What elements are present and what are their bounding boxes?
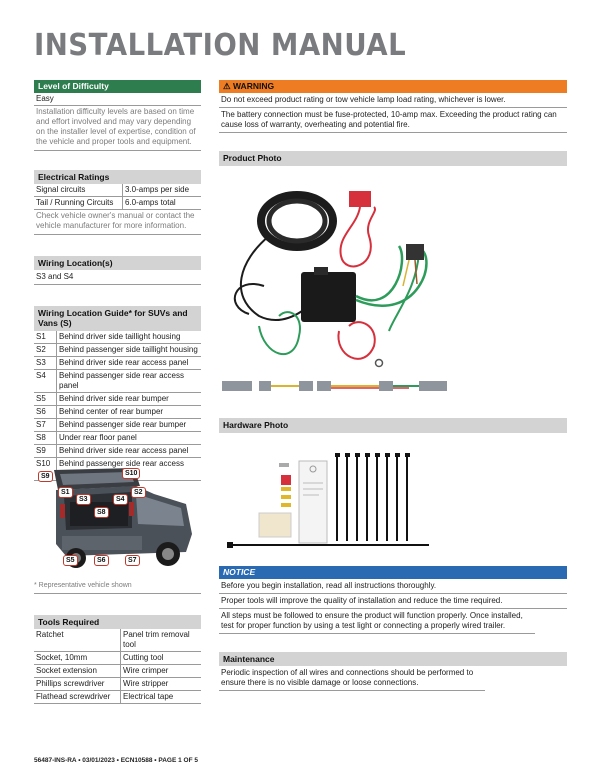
difficulty-section bbox=[34, 80, 201, 151]
hardware-image bbox=[219, 433, 567, 553]
notice-line-1: Before you begin installation, read all instructions thoroughly. bbox=[219, 579, 567, 594]
table-row bbox=[34, 331, 201, 344]
table-cell: Signal circuits bbox=[34, 184, 123, 197]
vehicle-caption: * Representative vehicle shown bbox=[34, 581, 201, 594]
hardware-photo-header: Hardware Photo bbox=[219, 418, 567, 433]
table-row bbox=[34, 665, 201, 678]
location-description: Under rear floor panel bbox=[57, 432, 202, 445]
electrical-header: Electrical Ratings bbox=[34, 170, 201, 184]
callout-s4: S4 bbox=[113, 494, 128, 505]
location-description: Behind passenger side taillight housing bbox=[57, 344, 202, 357]
table-cell: Tail / Running Circuits bbox=[34, 197, 123, 210]
callout-s2: S2 bbox=[131, 487, 146, 498]
tool-name: Wire stripper bbox=[121, 678, 202, 691]
table-row bbox=[34, 652, 201, 665]
callout-s5: S5 bbox=[63, 555, 78, 566]
difficulty-note: Installation difficulty levels are based on time and effort involved and may vary depending on the installer level of expertise, condition of the vehicle and proper tools and equipment. bbox=[34, 106, 201, 151]
tool-name: Electrical tape bbox=[121, 691, 202, 704]
callout-s6: S6 bbox=[94, 555, 109, 566]
warning-icon: ⚠ bbox=[223, 81, 231, 91]
callout-s3: S3 bbox=[76, 494, 91, 505]
maintenance-text: Periodic inspection of all wires and connections should be performed to ensure there is no visible damage or loose connections. bbox=[219, 666, 485, 691]
location-code: S5 bbox=[34, 393, 57, 406]
tool-name: Flathead screwdriver bbox=[34, 691, 121, 704]
tool-name: Wire crimper bbox=[121, 665, 202, 678]
notice-line-2: Proper tools will improve the quality of installation and reduce the time required. bbox=[219, 594, 567, 609]
suv-rear-image bbox=[36, 464, 196, 574]
warning-line-1: Do not exceed product rating or tow vehicle lamp load rating, whichever is lower. bbox=[219, 93, 567, 108]
location-code: S1 bbox=[34, 331, 57, 344]
wiring-location-header: Wiring Location(s) bbox=[34, 256, 201, 270]
tool-name: Socket, 10mm bbox=[34, 652, 121, 665]
wiring-guide-table bbox=[34, 331, 201, 481]
tool-name: Ratchet bbox=[34, 629, 121, 652]
location-description: Behind passenger side rear access bbox=[57, 458, 202, 481]
maintenance-header: Maintenance bbox=[219, 652, 567, 666]
wiring-harness-image bbox=[219, 166, 567, 391]
notice-section bbox=[219, 566, 567, 634]
location-code: S8 bbox=[34, 432, 57, 445]
table-row bbox=[34, 629, 201, 652]
table-row bbox=[34, 357, 201, 370]
notice-header: NOTICE bbox=[219, 566, 567, 579]
table-cell: 3.0-amps per side bbox=[123, 184, 202, 197]
warning-title: WARNING bbox=[233, 81, 275, 91]
location-description: Behind driver side rear access panel bbox=[57, 357, 202, 370]
table-row bbox=[34, 406, 201, 419]
page-title: INSTALLATION MANUAL bbox=[34, 28, 407, 63]
location-code: S6 bbox=[34, 406, 57, 419]
table-row bbox=[34, 393, 201, 406]
location-code: S2 bbox=[34, 344, 57, 357]
callout-s8: S8 bbox=[94, 507, 109, 518]
product-photo-header: Product Photo bbox=[219, 151, 567, 166]
tools-section bbox=[34, 615, 201, 704]
table-row bbox=[34, 197, 201, 210]
vehicle-illustration bbox=[36, 464, 196, 574]
wiring-location-section bbox=[34, 256, 201, 285]
product-photo-section bbox=[219, 151, 567, 396]
tool-name: Socket extension bbox=[34, 665, 121, 678]
table-row bbox=[34, 691, 201, 704]
warning-line-2: The battery connection must be fuse-protected, 10-amp max. Exceeding the product rating can cause loss of warranty, overheating and potential fire. bbox=[219, 108, 567, 133]
wiring-location-value: S3 and S4 bbox=[34, 270, 201, 285]
maintenance-section bbox=[219, 652, 567, 691]
table-row bbox=[34, 432, 201, 445]
location-description: Behind center of rear bumper bbox=[57, 406, 202, 419]
warning-header bbox=[219, 80, 567, 93]
electrical-note: Check vehicle owner's manual or contact the vehicle manufacturer for more information. bbox=[34, 210, 201, 235]
tools-header: Tools Required bbox=[34, 615, 201, 629]
location-description: Behind passenger side rear bumper bbox=[57, 419, 202, 432]
difficulty-header: Level of Difficulty bbox=[34, 80, 201, 93]
page-footer: 56487-INS-RA • 03/01/2023 • ECN10588 • PAGE 1 OF 5 bbox=[34, 757, 198, 764]
table-cell: 6.0-amps total bbox=[123, 197, 202, 210]
warning-section bbox=[219, 80, 567, 133]
callout-s1: S1 bbox=[58, 487, 73, 498]
location-code: S7 bbox=[34, 419, 57, 432]
callout-s9: S9 bbox=[38, 471, 53, 482]
wiring-guide-section bbox=[34, 306, 201, 481]
location-code: S9 bbox=[34, 445, 57, 458]
tools-table bbox=[34, 629, 201, 704]
notice-line-3: All steps must be followed to ensure the product will function properly. Once installed, test for proper function by using a test light or connecting a properly wired trailer. bbox=[219, 609, 535, 634]
table-row bbox=[34, 419, 201, 432]
location-description: Behind passenger side rear access panel bbox=[57, 370, 202, 393]
difficulty-level: Easy bbox=[34, 93, 201, 106]
wiring-guide-header: Wiring Location Guide* for SUVs and Vans (S) bbox=[34, 306, 201, 331]
electrical-section bbox=[34, 170, 201, 235]
location-code: S10 bbox=[34, 458, 57, 481]
location-description: Behind driver side taillight housing bbox=[57, 331, 202, 344]
electrical-table bbox=[34, 184, 201, 210]
hardware-photo-section bbox=[219, 418, 567, 558]
table-row bbox=[34, 344, 201, 357]
table-row bbox=[34, 445, 201, 458]
tool-name: Cutting tool bbox=[121, 652, 202, 665]
tool-name: Panel trim removal tool bbox=[121, 629, 202, 652]
location-description: Behind driver side rear access panel bbox=[57, 445, 202, 458]
table-row bbox=[34, 370, 201, 393]
location-code: S3 bbox=[34, 357, 57, 370]
location-description: Behind driver side rear bumper bbox=[57, 393, 202, 406]
table-row bbox=[34, 678, 201, 691]
callout-s7: S7 bbox=[125, 555, 140, 566]
location-code: S4 bbox=[34, 370, 57, 393]
callout-s10: S10 bbox=[122, 468, 140, 479]
table-row bbox=[34, 184, 201, 197]
tool-name: Phillips screwdriver bbox=[34, 678, 121, 691]
